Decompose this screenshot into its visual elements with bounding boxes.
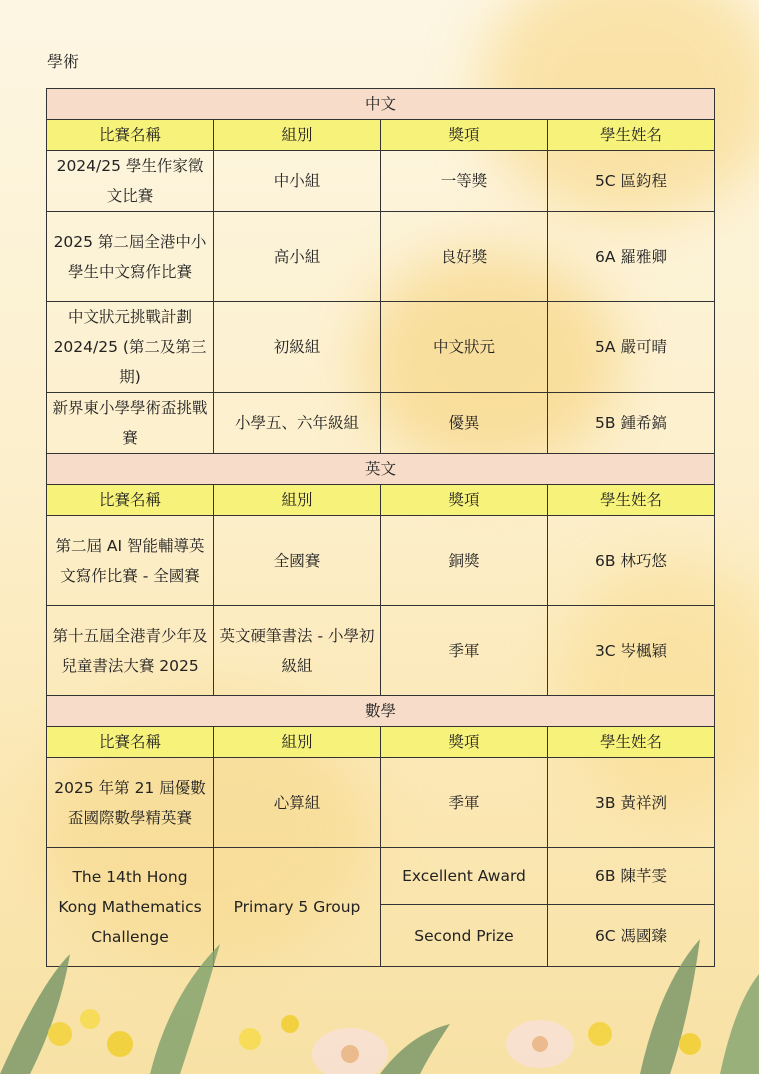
student-cell: 5C 區鈞程 [548,151,715,212]
competition-cell: 2025 第二屆全港中小學生中文寫作比賽 [47,212,214,302]
award-cell: 銅獎 [381,516,548,606]
award-cell: 優異 [381,393,548,454]
student-cell: 6B 林巧悠 [548,516,715,606]
competition-cell: 第二屆 AI 智能輔導英文寫作比賽 - 全國賽 [47,516,214,606]
section-title: 英文 [47,454,715,485]
section-title: 數學 [47,696,715,727]
student-cell: 5A 嚴可晴 [548,302,715,393]
column-header-competition: 比賽名稱 [47,120,214,151]
student-cell: 3C 岑楓穎 [548,606,715,696]
column-header-competition: 比賽名稱 [47,727,214,758]
column-header-student: 學生姓名 [548,727,715,758]
award-cell: 季軍 [381,606,548,696]
competition-cell: 第十五屆全港青少年及兒童書法大賽 2025 [47,606,214,696]
student-cell: 5B 鍾希鎬 [548,393,715,454]
competition-cell: 新界東小學學術盃挑戰賽 [47,393,214,454]
competition-cell: 2024/25 學生作家徵文比賽 [47,151,214,212]
column-header-competition: 比賽名稱 [47,485,214,516]
table-row [47,848,715,905]
column-header-group: 組別 [214,727,381,758]
column-header-row [47,120,715,151]
column-header-group: 組別 [214,120,381,151]
group-cell: 高小組 [214,212,381,302]
group-cell: 心算組 [214,758,381,848]
flower-decoration [0,924,759,1074]
table-row [47,516,715,606]
page-title: 學術 [47,52,80,71]
student-cell: 6B 陳芊雯 [548,848,715,905]
column-header-row [47,485,715,516]
column-header-student: 學生姓名 [548,485,715,516]
column-header-award: 獎項 [381,485,548,516]
column-header-row [47,727,715,758]
table-row [47,606,715,696]
section-header-english [47,454,715,485]
award-cell: 中文狀元 [381,302,548,393]
section-title: 中文 [47,89,715,120]
competition-cell: 中文狀元挑戰計劃 2024/25 (第二及第三期) [47,302,214,393]
group-cell: 中小組 [214,151,381,212]
table-row [47,393,715,454]
column-header-student: 學生姓名 [548,120,715,151]
competition-cell: 2025 年第 21 屆優數盃國際數學精英賽 [47,758,214,848]
group-cell: 小學五、六年級組 [214,393,381,454]
award-cell: 一等獎 [381,151,548,212]
student-cell: 6A 羅雅卿 [548,212,715,302]
student-cell: 3B 黃祥洌 [548,758,715,848]
group-cell: 全國賽 [214,516,381,606]
column-header-award: 獎項 [381,727,548,758]
award-cell: 良好獎 [381,212,548,302]
section-header-chinese [47,89,715,120]
awards-table [46,88,715,967]
table-row [47,758,715,848]
column-header-award: 獎項 [381,120,548,151]
table-row [47,151,715,212]
table-row [47,302,715,393]
award-cell: 季軍 [381,758,548,848]
group-cell: Primary 5 Group [214,848,381,967]
table-row [47,212,715,302]
group-cell: 英文硬筆書法 - 小學初級組 [214,606,381,696]
award-cell: Second Prize [381,905,548,967]
award-cell: Excellent Award [381,848,548,905]
competition-cell: The 14th Hong Kong Mathematics Challenge [47,848,214,967]
section-header-math [47,696,715,727]
group-cell: 初級組 [214,302,381,393]
student-cell: 6C 馮國臻 [548,905,715,967]
column-header-group: 組別 [214,485,381,516]
